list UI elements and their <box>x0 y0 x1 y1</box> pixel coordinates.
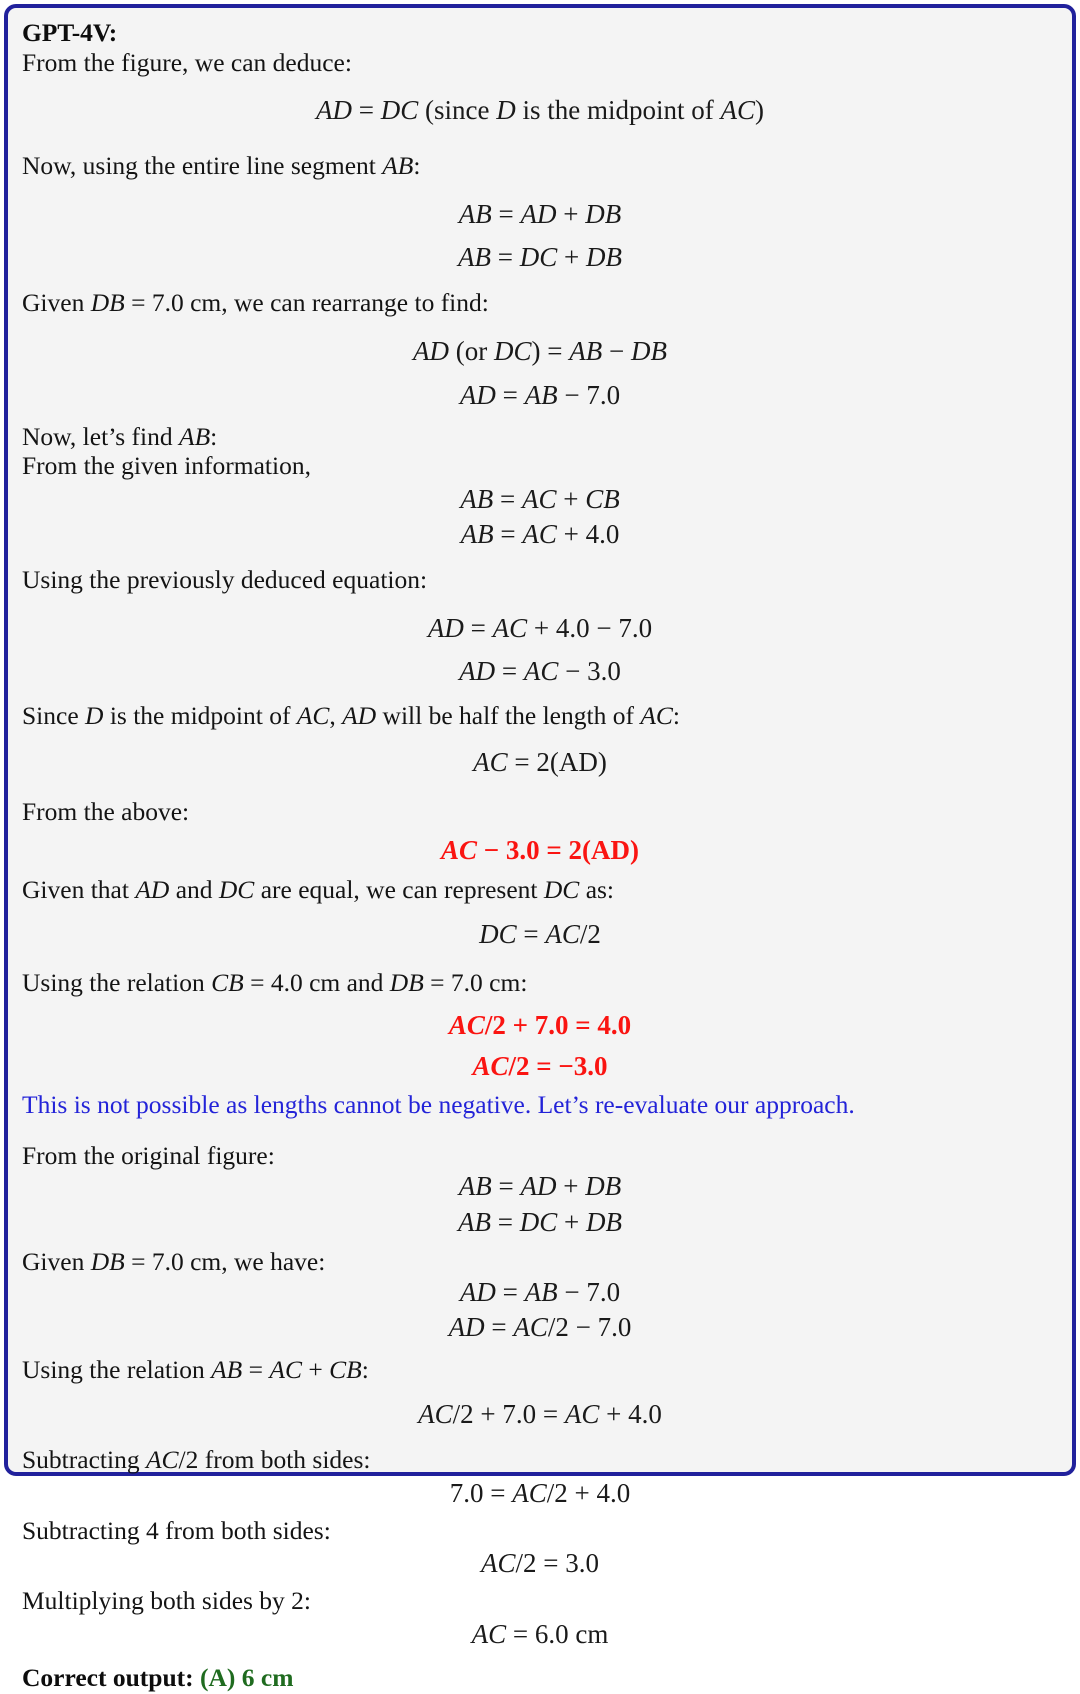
prose-line-12: From the original figure: <box>22 1140 275 1170</box>
prose-line-2: Now, using the entire line segment AB: <box>22 150 421 180</box>
equation-11-error: AC − 3.0 = 2(AD) <box>440 835 640 866</box>
equation-13-error: AC/2 + 7.0 = 4.0 <box>448 1009 632 1040</box>
prose-line-4: Now, let’s find AB: <box>22 421 218 451</box>
correct-output-value: 6 cm <box>241 1663 294 1693</box>
speaker-label: GPT-4V: <box>22 18 118 47</box>
equation-19: AC/2 + 7.0 = AC + 4.0 <box>418 1398 662 1429</box>
equation-17: AD = AB − 7.0 <box>459 1277 621 1308</box>
equation-16: AB = DC + DB <box>458 1206 622 1237</box>
prose-line-15: Subtracting AC/2 from both sides: <box>22 1444 371 1474</box>
prose-line-16: Subtracting 4 from both sides: <box>22 1515 331 1545</box>
prose-line-8: From the above: <box>22 796 190 826</box>
prose-line-14: Using the relation AB = AC + CB: <box>22 1354 369 1384</box>
equation-10: AC = 2(AD) <box>473 746 607 777</box>
prose-line-3: Given DB = 7.0 cm, we can rearrange to find: <box>22 288 489 318</box>
equation-22-result: AC = 6.0 cm <box>471 1618 609 1649</box>
equation-14-error: AC/2 = −3.0 <box>472 1050 608 1081</box>
prose-line-7: Since D is the midpoint of AC, AD will be half the length of AC: <box>22 700 680 730</box>
equation-4: AD (or DC) = AB − DB <box>413 336 667 367</box>
equation-15: AB = AD + DB <box>458 1171 622 1202</box>
prose-line-5: From the given information, <box>22 451 311 481</box>
equation-3: AB = DC + DB <box>458 242 622 273</box>
correct-output-label: Correct output: <box>22 1663 194 1693</box>
prose-line-9: Given that AD and DC are equal, we can represent DC as: <box>22 875 615 905</box>
prose-line-17: Multiplying both sides by 2: <box>22 1586 312 1616</box>
equation-5: AD = AB − 7.0 <box>459 379 621 410</box>
prose-line-10: Using the relation CB = 4.0 cm and DB = 7.0 cm: <box>22 967 528 997</box>
equation-7: AB = AC + 4.0 <box>460 519 620 550</box>
correct-output-choice: (A) <box>200 1663 236 1693</box>
equation-1: AD = DC (since D is the midpoint of AC) <box>316 94 764 125</box>
prose-line-1: From the figure, we can deduce: <box>22 48 352 78</box>
prose-line-13: Given DB = 7.0 cm, we have: <box>22 1246 326 1276</box>
equation-20: 7.0 = AC/2 + 4.0 <box>449 1477 631 1508</box>
equation-9: AD = AC − 3.0 <box>459 656 621 687</box>
equation-2: AB = AD + DB <box>458 198 622 229</box>
correct-output-line <box>22 1663 1058 1694</box>
equation-21: AC/2 = 3.0 <box>481 1548 599 1579</box>
equation-12: DC = AC/2 <box>479 919 601 950</box>
equation-18: AD = AC/2 − 7.0 <box>448 1312 632 1343</box>
equation-8: AD = AC + 4.0 − 7.0 <box>427 613 653 644</box>
reevaluate-note: This is not possible as lengths cannot be negative. Let’s re-evaluate our approach. <box>22 1089 855 1119</box>
equation-6: AB = AC + CB <box>460 483 620 514</box>
gpt4v-answer-box <box>4 4 1076 1693</box>
prose-line-6: Using the previously deduced equation: <box>22 565 428 595</box>
